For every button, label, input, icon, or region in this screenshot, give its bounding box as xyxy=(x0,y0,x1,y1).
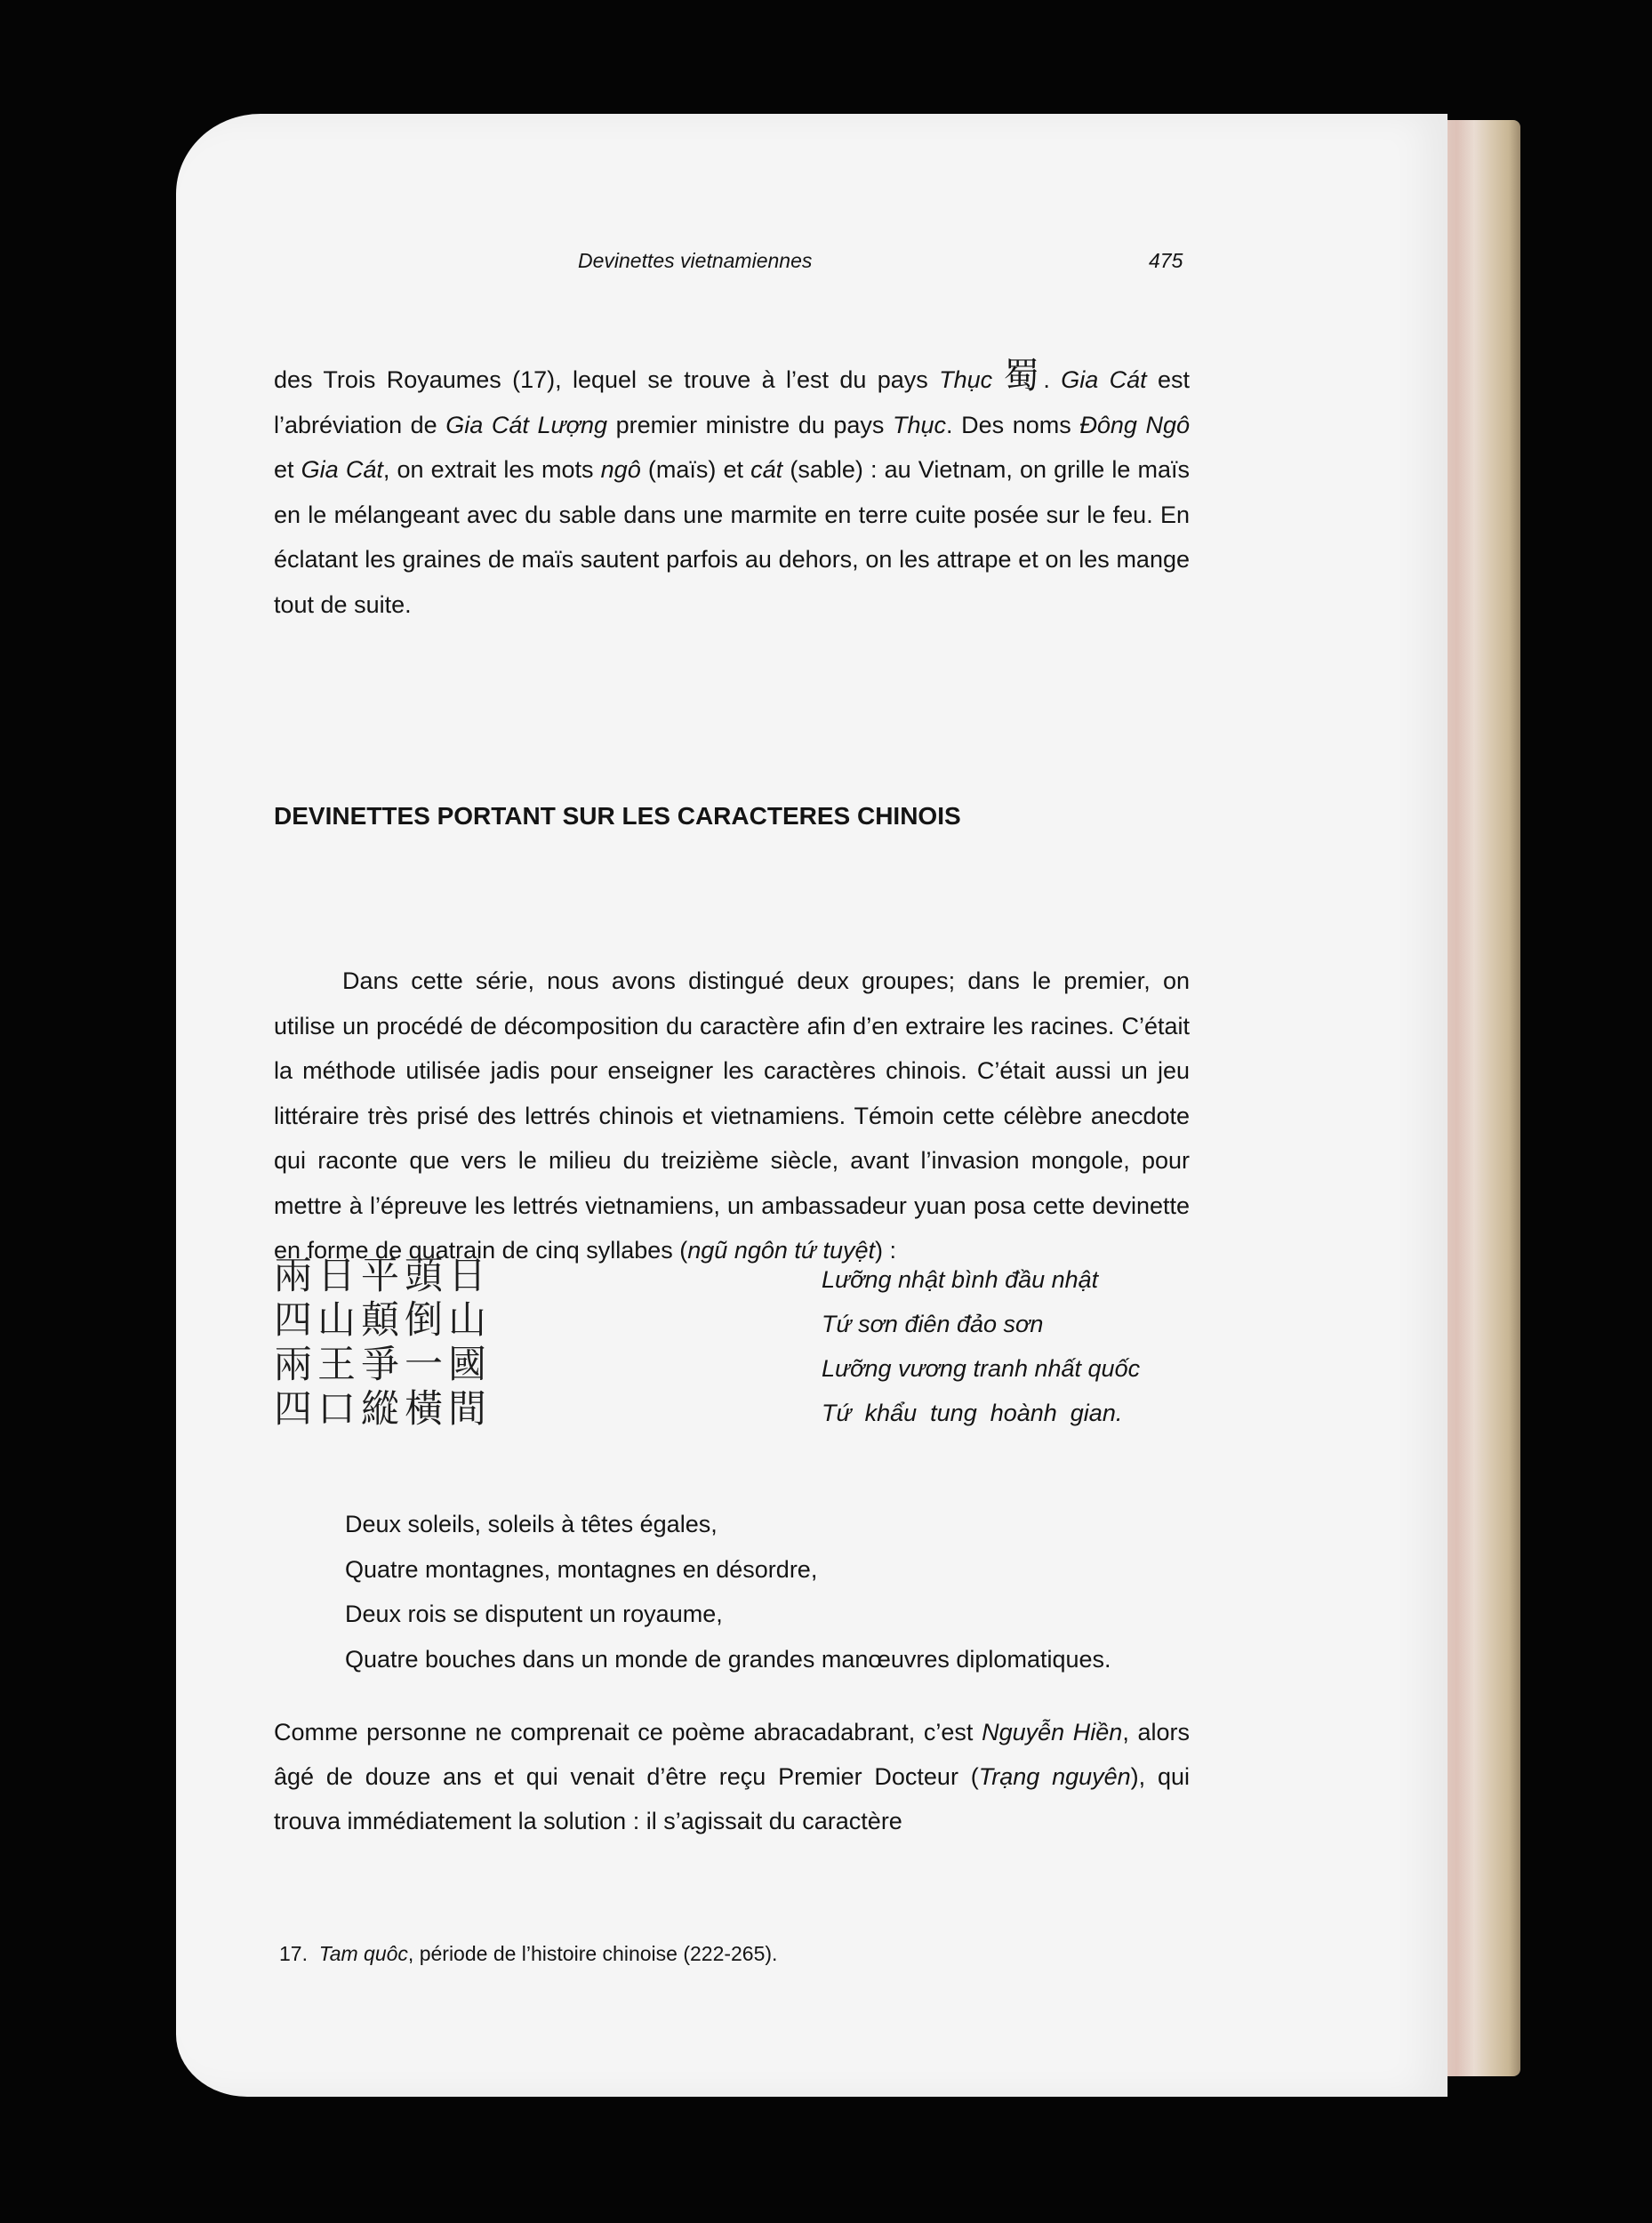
text-italic: cát xyxy=(750,456,783,483)
text-run: , alors âgé de douze ans et qui venait d’être reçu Premier Docteur ( xyxy=(274,1719,1190,1790)
text-italic: Thục xyxy=(893,411,947,438)
footnote-term: Tam quôc xyxy=(318,1942,408,1965)
book-page xyxy=(176,114,1448,2097)
text-run: ), qui trouva immédiatement la solution : il s’agissait du caractère xyxy=(274,1763,1190,1834)
text-run: est l’abréviation de xyxy=(274,366,1191,438)
poem-chinese-line: 兩王爭一國 xyxy=(274,1343,492,1387)
text-run: (sable) : au Vietnam, on grille le maïs en le mélangeant avec du sable dans une marmite en terre cuite posée sur le feu. En éclatant les graines de maïs sautent parfois au dehors, on les attrape et on les mange tout de suite. xyxy=(274,456,1191,618)
paragraph-description xyxy=(274,959,1190,1273)
page-number: 475 xyxy=(1149,249,1183,272)
poem-french-line: Deux soleils, soleils à têtes égales, xyxy=(345,1511,718,1537)
text-run: . xyxy=(1043,366,1062,393)
text-run: premier ministre du pays xyxy=(606,411,893,438)
text-run: , on extrait les mots xyxy=(382,456,601,483)
poem-chinese-line: 四山顛倒山 xyxy=(274,1298,492,1343)
text-italic: ngũ ngôn tứ tuyệt xyxy=(687,1237,876,1264)
footnote-number: 17. xyxy=(279,1942,308,1965)
paragraph-solution xyxy=(274,1710,1190,1843)
poem-french-line: Quatre bouches dans un monde de grandes manœuvres diplomatiques. xyxy=(345,1645,1111,1673)
text-run: . Des noms xyxy=(946,411,1080,438)
text-run: ) : xyxy=(875,1237,897,1264)
footnote-text: , période de l’histoire chinoise (222-265). xyxy=(407,1942,778,1965)
poem-vietnamese-line: Tứ sơn điên đảo sơn xyxy=(822,1311,1044,1337)
poem-chinese-line: 四口縱橫間 xyxy=(274,1387,492,1432)
poem-french-line: Deux rois se disputent un royaume, xyxy=(345,1601,723,1627)
text-italic: Trạng nguyên xyxy=(978,1763,1131,1790)
text-italic: ngô xyxy=(600,456,641,483)
paragraph-intro xyxy=(274,354,1190,627)
poem-vietnamese-line: Lưỡng nhật bình đầu nhật xyxy=(822,1266,1099,1293)
footnote xyxy=(279,1942,777,1966)
running-title: Devinettes vietnamiennes xyxy=(578,249,813,272)
text-run: Comme personne ne comprenait ce poème abracadabrant, c’est xyxy=(274,1719,982,1745)
poem-vietnamese xyxy=(822,1257,1188,1435)
section-heading: DEVINETTES PORTANT SUR LES CARACTERES CHINOIS xyxy=(274,802,961,830)
text-italic: Gia Cát xyxy=(1061,366,1147,393)
chinese-glyph-thuc: 蜀 xyxy=(1003,356,1044,397)
text-italic: Đông Ngô xyxy=(1079,411,1190,438)
poem-vietnamese-line: Tứ khẩu tung hoành gian. xyxy=(822,1400,1123,1426)
text-run: Dans cette série, nous avons distingué deux groupes; dans le premier, on utilise un procédé de décomposition du caractère afin d’en extraire les racines. C’était la méthode utilisée jadis pour enseigner les caractères chinois. C’était aussi un jeu littéraire très prisé des lettrés chinois et vietnamiens. Témoin cette célèbre anecdote qui raconte que vers le milieu du treizième siècle, avant l’invasion mongole, pour mettre à l’épreuve les lettrés vietnamiens, un ambassadeur yuan posa cette devinette en forme de quatrain de cinq syllabes ( xyxy=(274,967,1190,1264)
text-italic: Thục xyxy=(939,366,993,393)
poem-french-line: Quatre montagnes, montagnes en désordre, xyxy=(345,1555,818,1583)
poem-vietnamese-line: Lưỡng vương tranh nhất quốc xyxy=(822,1355,1141,1382)
text-run: (maïs) et xyxy=(640,456,751,483)
text-italic: Gia Cát xyxy=(301,456,383,483)
poem-chinese-line: 兩日平頭日 xyxy=(274,1254,492,1298)
text-run: des Trois Royaumes (17), lequel se trouve à l’est du pays xyxy=(274,366,940,393)
text-italic: Gia Cát Lượng xyxy=(445,411,607,438)
poem-french xyxy=(345,1502,1111,1681)
poem-chinese xyxy=(274,1254,492,1432)
text-italic: Nguyễn Hiền xyxy=(982,1719,1123,1745)
text-run: et xyxy=(274,456,301,483)
